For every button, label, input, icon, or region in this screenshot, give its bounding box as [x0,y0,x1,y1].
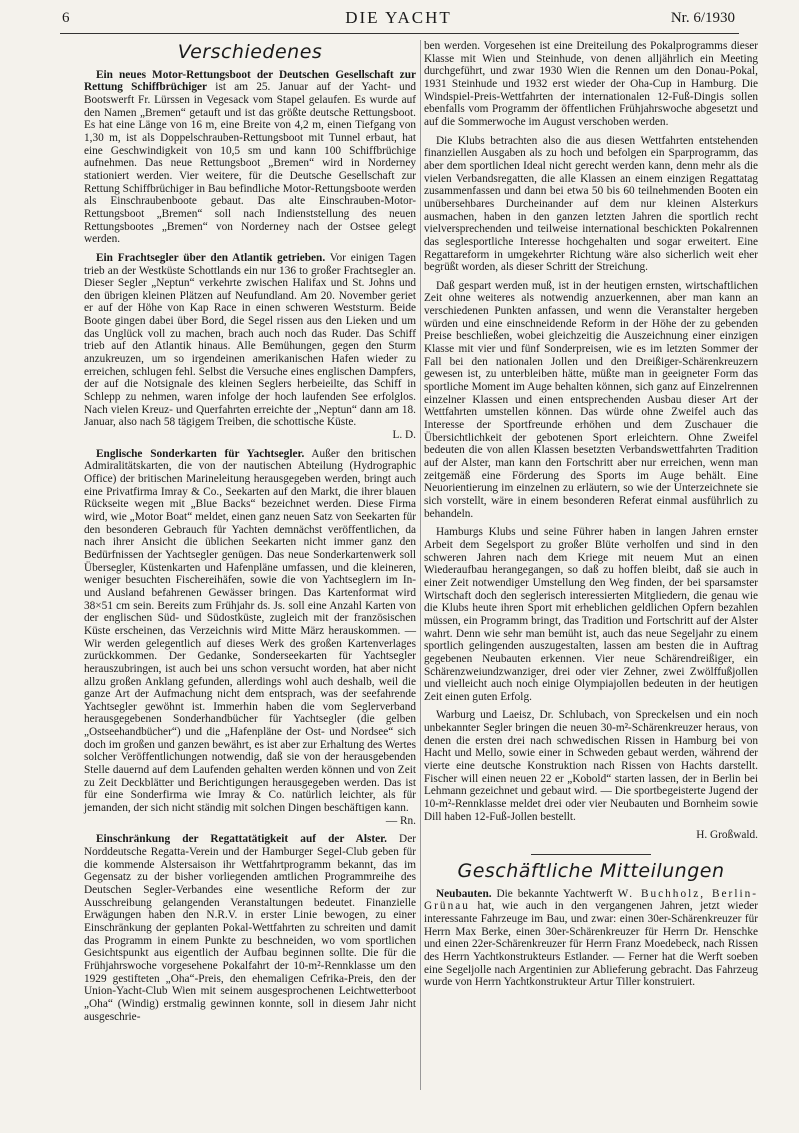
article-text: Die bekannte Yachtwerft [491,887,618,900]
paragraph: Warburg und Laeisz, Dr. Schlubach, von Spreckelsen und ein noch unbekannter Segler bringen die neuen 30-m²-Schärenkreuzer heraus, von denen die ersten drei nach schwedischen Rissen in Hamburg bei von Hacht und Mello, sowie einer in Schweden gebaut werden, während der vierte eine deutsche Konstruktion nach Rissen von Hachts darstellt. Fischer will einen neuen 22 er „Kobold“ starten lassen, der in Berlin bei Lehmann gezeichnet und gebaut wird. — Die sportbegeisterte Jugend der 10-m²-Rennklasse meldet drei oder vier Neubauten und Bornheim sowie Dill haben 12-Fuß-Jollen bestellt. [424,709,758,823]
article-lead: Ein neues Motor-Rettungsboot der Deutschen Gesellschaft zur Rettung Schiffbrüchiger [84,68,416,94]
article-lead: Neubauten. [436,887,492,900]
article-alster [84,833,416,1023]
issue-number: Nr. 6/1930 [670,10,735,26]
article-body: Der Norddeutsche Regatta-Verein und der Hamburger Segel-Club geben für die kommende Alstersaison ihr Wettfahrtprogramm bekannt, das im Gegensatz zu der bisher vorliegenden amtlichen Programmreihe des Deutschen Segler-Verbandes eine wesentliche Reform der zur Ausschreibung gelangenden Veranstaltungen bedeutet. Finanzielle Erwägungen haben den N.R.V. in erster Linie bewogen, zu einer Einschränkung der geplanten Pokal-Wettfahrten zu schreiten und damit das Programm in einem Punkte zu beschneiden, wo vom sportlichen Gesichtspunkt aus eigentlich der Aufbau beginnen sollte. Die für die Frühjahrswoche vorgesehene Pokalfahrt der 10-m²-Rennklasse um den 1929 gestifteten „Oha“-Preis, den ehemaligen Cefrika-Preis, den der Union-Yacht-Club Wien mit seinem ausgesprochenen Leichtwetterboot „Oha“ (Windig) erstmalig gewinnen konnte, soll in diesem Jahr nicht ausgeschrie- [84,833,416,1023]
page-number: 6 [62,10,70,26]
author-signature: L. D. [392,429,416,442]
header-rule [60,33,739,34]
article-body: hat, wie auch in den vergangenen Jahren, jetzt wieder interessante Fahrzeuge im Bau, und zwar: einen 30er-Schärenkreuzer für Herrn Max Berke, einen 30er-Schärenkreuzer für Herrn Dr. Henschke und einen 22er-Schärenkreuzer für Herrn Franz Moedebeck, nach Rissen des Herrn Yachtkonstrukteurs Estlander. — Ferner hat die Werft soeben eine Segeljolle nach Argentinien zur Ablieferung gebracht. Das Fahrzeug wurde von Herrn Yachtkonstrukteur Artur Tiller konstruiert. [424,900,758,989]
article-body: Vor einigen Tagen trieb an der Westküste Schottlands ein nur 136 to großer Frachtsegler an. Dieser Segler „Neptun“ verkehrte zwischen Halifax und St. Johns und den übrigen kleinen Plätzen auf Neufundland. Am 20. November geriet er auf der Höhe von Kap Race in einen schweren Weststurm. Beide Boote gingen dabei über Bord, die Segel rissen aus den Lieken und um das Unglück voll zu machen, brach auch noch das Ruder. Das Schiff trieb auf den Atlantik hinaus. Alle Bemühungen, gegen den Sturm anzukreuzen, um so irgendeinen amerikanischen Hafen wieder zu erreichen, schlugen fehl. Selbst die Versuche eines englischen Dampfers, der auf die Notsignale des kleinen Seglers herbeieilte, das Schiff in Schlepp zu nehmen, waren infolge der hoch laufenden See erfolglos. Nach vielen Kreuz- und Querfahrten erreichte der „Neptun“ dann am 18. Januar, also nach 58 tägigem Treiben, die schottische Küste. [84,251,416,429]
firm-name: W. Buchholz, Berlin-Grünau [424,887,759,913]
left-column [84,40,416,1029]
article-neubauten [424,888,758,989]
article-sonderkarten [84,448,416,828]
article-rettungsboot [84,69,416,246]
paragraph: Hamburgs Klubs und seine Führer haben in langen Jahren ernster Arbeit dem Segelsport zu großer Blüte verholfen und sind in den schweren Jahren nach dem Kriege mit neuem Mut an einen Wiederaufbau herangegangen, so daß zu hoffen bleibt, daß sie auch in einer Zeit notwendiger Umstellung den Weg finden, der bei sparsamster Wirtschaft doch den seglerisch interessierten Mitgliedern, die genau wie die Klubs heute ihren Sport mit erheblichen geldlichen Opfern bezahlen müssen, ein Programm bringt, das Tradition und Fortschritt auf der Alster wahrt. Denn wie sehr man bemüht ist, auch das neue Segeljahr zu einem sportlich gelingenden auszugestalten, lassen am besten die in Auftrag gegebenen Neubauten erkennen. Vier neue Schärendreißiger, ein Schärenzweiundzwanziger, drei oder vier Zehner, zwei Zwölffußjollen und vielleicht auch noch einige Olympiajollen bedeuten in der heutigen Zeit einen guten Erfolg. [424,526,758,703]
paragraph: Daß gespart werden muß, ist in der heutigen ernsten, wirtschaftlichen Zeit ohne weiteres als notwendig anzuerkennen, aber man kann an verschiedenen Punkten anfassen, und wenn die Veranstalter hergeben würden und eine einschneidende Reform in der Höhe der zu gebenden Preise beschließen, wobei gleichzeitig die Auszeichnung einer einzigen Klasse mit vier und fünf Sonderpreisen, wie es im letzten Sommer der Fall bei den nationalen Jollen und den Dreißiger-Schärenkreuzern gewesen ist, zu unterbleiben hätte, müßte man in geeigneter Form das sportliche Moment im Auge behalten können, sich ganz auf Einzelrennen einzelner Klassen und einen entsprechenden Ausbau dieser Art der Wettfahrten umstellen können. Das würde ohne Zweifel auch das Interesse der Sportfreunde erhöhen und dem Zuschauer die Übersichtlichkeit der gebotenen Sport erleichtern. Ohne Zweifel bedeuten die von allen Klassen besetzten Verbandswettfahrten Tradition auf der Alster, man kann den Fortschritt aber nur erreichen, wenn man zeitgemäß eine Förderung des Sports im Auge behält. Eine Neuorientierung im einzelnen zu erläutern, so wie der Unterzeichnete sie sich vorstellt, wäre in einem besonderen Referat einmal ausführlich zu behandeln. [424,279,758,520]
article-lead: Englische Sonderkarten für Yachtsegler. [96,447,305,460]
article-body: Außer den britischen Admiralitätskarten, die von der nautischen Abteilung (Hydrographic Office) der britischen Marineleitung herausgegeben werden, bringt auch eine Privatfirma Imray & Co., Seekarten auf den Markt, die ihrer blauen Rückseite wegen mit „Blue Backs“ bezeichnet werden. Diese Firma wird, wie „Motor Boat“ meldet, einen ganz neuen Satz von Seekarten für den besonderen Gebrauch für Yachten demnächst veröffentlichen, da nach ihrer Ansicht die üblichen Seekarten nicht immer ganz den Bedürfnissen der Yachtsegler genügen. Das neue Sonderkartenwerk soll Übersegler, Küstenkarten und Hafenpläne umfassen, und die kleineren, weniger besuchten Fischereihäfen, sowie die von Yachtseglern im In- und Ausland befahrenen Gewässer bringen. Das Kartenformat wird 38×51 cm sein. Bereits zum Frühjahr ds. Js. soll eine Anzahl Karten von der englischen Süd- und Südostküste, zugleich mit der französischen Küste erscheinen, das Verzeichnis wird Mitte März herauskommen. — Wir werden gelegentlich auf dieses Werk des großen Kartenverlages zurückkommen. Der Gedanke, Sonderseekarten für Yachtsegler herauszubringen, ist auch bei uns schon versucht worden, hat aber nicht allzu großen Anklang gefunden, allerdings wohl auch deshalb, weil die ganze Art der Aufmachung nicht dem entsprach, was der seefahrende Yachtsegler gewöhnt ist. Immerhin haben die vom Seglerverband herausgegebenen Sonderhandbücher für Yachtsegler (die gelben „Ostseehandbücher“) und die „Hafenpläne der Ost- und Nordsee“ sich doch im großen und ganzen bewährt, es ist aber zur Erhaltung des Wertes solcher Veröffentlichungen notwendig, daß sie von der herausgebenden Stelle dauernd auf dem Laufenden gehalten werden können und von Zeit zu Zeit Deckblätter und Berichtigungen herausgegeben werden. Das ist für eine Sonderfirma wie Imray & Co. natürlich leichter, als für jemanden, der sich nicht ständig mit solchen Dingen beschäftigen kann. [84,447,416,815]
article-lead: Ein Frachtsegler über den Atlantik getrieben. [96,251,326,264]
article-frachtsegler [84,252,416,442]
section-divider [531,854,651,855]
right-column [424,40,758,995]
author-signature: H. Großwald. [696,829,758,842]
author-signature: — Rn. [385,814,416,827]
article-lead: Einschränkung der Regattatätigkeit auf der Alster. [96,833,387,846]
column-divider [420,40,421,1090]
paragraph: ben werden. Vorgesehen ist eine Dreiteilung des Pokalprogramms dieser Klasse mit Wien und Steinhude, von denen alljährlich ein Meeting durchgeführt, und zwar 1930 Wien die Rennen um den Donau-Pokal, 1931 Steinhude und 1932 erst wieder der Oha-Cup in Hamburg. Die Windspiel-Preis-Wettfahrten der internationalen 12-Fuß-Dingis sollen ebenfalls vom Programm der öffentlichen Frühjahrswoche abgesetzt und auf die Sommerwoche im August verschoben werden. [424,40,758,128]
running-head [62,8,735,30]
section-title-geschaeftliche: Geschäftliche Mitteilungen [457,860,725,883]
magazine-title: DIE YACHT [345,8,452,27]
article-body: ist am 25. Januar auf der Yacht- und Bootswerft Fr. Lürssen in Vegesack vom Stapel gelaufen. Es wurde auf den Namen „Bremen“ getauft und ist das größte deutsche Rettungsboot. Es hat eine Länge von 16 m, eine Breite von 4,2 m, einen Tiefgang von 1,30 m, ist als Doppelschrauben-Rettungsboot mit Tunnel erbaut, hat eine Geschwindigkeit von 10,5 sm und kann 100 Schiffbrüchige aufnehmen. Das neue Rettungsboot „Bremen“ wird in Norderney stationiert werden. Vier weitere, für die Deutsche Gesellschaft zur Rettung Schiffbrüchiger in Bau befindliche Motor-Rettungsboote werden als Einschraubenboote gebaut. Das alte Einschrauben-Motor-Rettungsboot „Bremen“ soll nach Indienststellung des neuen Rettungsbootes „Bremen“ von Norderney nach der Ostsee gelegt werden. [84,81,416,246]
section-title-verschiedenes: Verschiedenes [177,41,323,63]
paragraph: Die Klubs betrachten also die aus diesen Wettfahrten entstehenden finanziellen Ausgaben als zu hoch und befolgen ein Sparprogramm, das aber dem sportlichen Ideal nicht gerecht werden kann, denn mehr als die vielen Verbandsregatten, die alle Klassen an einem einzigen Regattatag zusammenfassen und dann bei etwa 50 bis 60 teilnehmenden Booten ein unübersehbares Durcheinander auf dem nur kleinen Alsterkurs ausmachen, haben in den ganzen letzten Jahren die sportlich recht vielversprechenden und teilweise international beschickten Pokalrennen das seglesportliche Interesse hochgehalten und sogar erweitert. Eine Regattareform in umgekehrter Richtung wäre also sicherlich weit eher begrüßt worden, als dieser Schritt der Streichung. [424,134,758,274]
